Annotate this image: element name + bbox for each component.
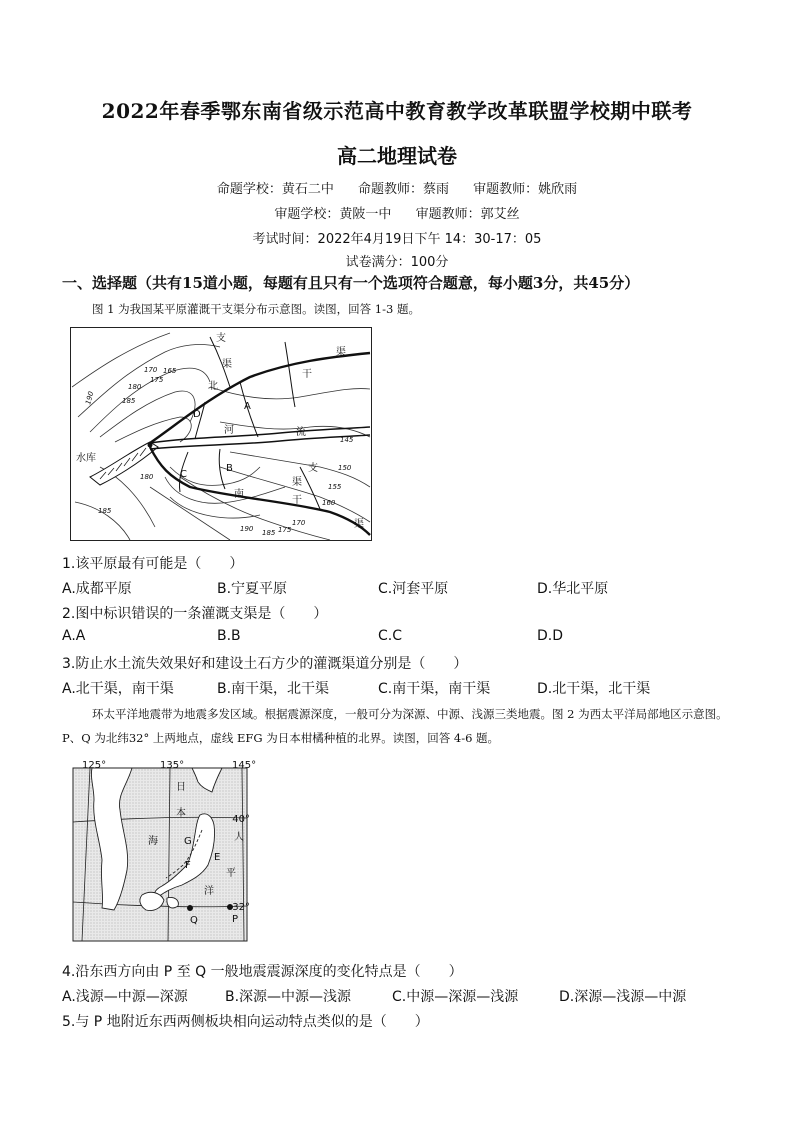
label-zhi2: 支 <box>308 463 318 474</box>
lon-145: 145° <box>232 760 257 771</box>
lon-135: 135° <box>160 760 185 771</box>
question-2: 2.图中标识错误的一条灌溉支渠是（ ） <box>62 606 328 622</box>
contour-185c: 185 <box>262 529 276 537</box>
label-ri: 日 <box>176 782 186 793</box>
contour-155: 155 <box>328 483 342 491</box>
q1-option-d[interactable]: D.华北平原 <box>537 581 609 597</box>
q1-option-b[interactable]: B.宁夏平原 <box>217 581 288 597</box>
meta-reviewer: 审题教师：姚欣雨 <box>473 182 578 197</box>
contour-180b: 180 <box>140 473 154 481</box>
label-qu-bottom: 渠 <box>354 519 364 530</box>
q4-option-b[interactable]: B.深源—中源—浅源 <box>225 989 352 1005</box>
question-5: 5.与 P 地附近东西两侧板块相向运动特点类似的是（ ） <box>62 1014 429 1030</box>
label-shuiku: 水库 <box>76 453 96 464</box>
label-zhi: 支 <box>216 333 226 344</box>
dam-point <box>148 443 153 448</box>
label-ren: 人 <box>234 832 244 843</box>
question-3: 3.防止水土流失效果好和建设土石方少的灌溉渠道分别是（ ） <box>62 656 468 672</box>
q2-option-b[interactable]: B.B <box>217 628 241 644</box>
contour-190b: 190 <box>240 525 254 533</box>
label-D: D <box>193 409 201 420</box>
meta-teacher: 命题教师：蔡雨 <box>357 182 449 197</box>
contour-170b: 170 <box>292 519 306 527</box>
contour-170: 170 <box>144 366 158 374</box>
q1-option-c[interactable]: C.河套平原 <box>378 581 449 597</box>
q4-option-a[interactable]: A.浅源—中源—深源 <box>62 989 188 1005</box>
lat-32: 32° <box>232 902 250 913</box>
q2-option-a[interactable]: A.A <box>62 628 86 644</box>
q3-option-b[interactable]: B.南干渠，北干渠 <box>217 681 330 697</box>
contour-175: 175 <box>150 376 164 384</box>
contour-160: 160 <box>322 499 336 507</box>
exam-time: 考试时间：2022年4月19日下午 14：30-17：05 <box>252 232 542 247</box>
q2-option-d[interactable]: D.D <box>537 628 564 644</box>
label-F: F <box>185 860 191 871</box>
contour-150: 150 <box>338 464 352 472</box>
contour-175b: 175 <box>278 526 292 534</box>
meta-review-teacher: 审题教师：郭艾丝 <box>415 207 520 222</box>
label-qu-right: 渠 <box>336 347 346 358</box>
label-B: B <box>226 463 233 474</box>
q1-option-a[interactable]: A.成都平原 <box>62 581 132 597</box>
contour-185b: 185 <box>98 507 112 515</box>
q4-option-d[interactable]: D.深源—浅源—中源 <box>559 989 687 1005</box>
contour-165: 165 <box>163 367 177 375</box>
label-qu-top: 渠 <box>222 359 232 370</box>
q4-option-c[interactable]: C.中源—深源—浅源 <box>392 989 519 1005</box>
meta-review-school: 审题学校：黄陂一中 <box>274 207 392 222</box>
contour-185: 185 <box>122 397 136 405</box>
meta-line-2 <box>0 203 794 222</box>
meta-line-1 <box>0 178 794 197</box>
q3-option-d[interactable]: D.北干渠，北干渠 <box>537 681 651 697</box>
label-C: C <box>180 469 187 480</box>
label-G: G <box>184 836 192 847</box>
label-ben: 本 <box>176 808 186 819</box>
label-Q: Q <box>190 915 198 926</box>
exam-title: 2022年春季鄂东南省级示范高中教育教学改革联盟学校期中联考 <box>101 99 693 123</box>
contour-190: 190 <box>84 390 96 406</box>
full-score: 试卷满分：100分 <box>345 255 449 270</box>
label-hai: 海 <box>148 836 158 847</box>
label-gan-bottom: 干 <box>292 495 302 506</box>
label-qu2: 渠 <box>292 477 302 488</box>
label-P: P <box>232 914 239 925</box>
lon-125: 125° <box>82 760 107 771</box>
q2-option-c[interactable]: C.C <box>378 628 403 644</box>
label-ping: 平 <box>226 868 236 879</box>
label-gan-top: 干 <box>302 369 312 380</box>
label-A: A <box>244 401 251 412</box>
contour-180: 180 <box>128 383 142 391</box>
point-q <box>187 905 193 911</box>
label-liu: 流 <box>296 427 306 438</box>
figure-1-canal-map <box>70 327 372 541</box>
question-1: 1.该平原最有可能是（ ） <box>62 556 244 572</box>
label-he: 河 <box>224 425 234 436</box>
q3-option-c[interactable]: C.南干渠，南干渠 <box>378 681 491 697</box>
section-heading: 一、选择题（共有15道小题，每题有且只有一个选项符合题意，每小题3分，共45分） <box>62 274 640 292</box>
label-nan: 南 <box>234 489 244 500</box>
contour-145: 145 <box>340 436 354 444</box>
question-4: 4.沿东西方向由 P 至 Q 一般地震震源深度的变化特点是（ ） <box>62 964 463 980</box>
exam-subtitle: 高二地理试卷 <box>337 144 457 168</box>
q3-option-a[interactable]: A.北干渠，南干渠 <box>62 681 174 697</box>
meta-school: 命题学校：黄石二中 <box>216 182 334 197</box>
intro-fig2: 环太平洋地震带为地震多发区域。根据震源深度，一般可分为深源、中源、浅源三类地震。图 2 为西太平洋局部地区示意图。P、Q 为北纬32° 上两地点，虚线 EFG 为日本柑橘种植的北界。读图，回答 4-6 题。 <box>62 707 728 745</box>
label-bei: 北 <box>208 381 218 392</box>
figure-2-west-pacific-map <box>72 760 257 942</box>
label-E: E <box>214 852 221 863</box>
intro-fig1: 图 1 为我国某平原灌溉干支渠分布示意图。读图，回答 1-3 题。 <box>92 302 420 316</box>
lat-40: 40° <box>232 814 250 825</box>
label-yang: 洋 <box>204 886 214 897</box>
